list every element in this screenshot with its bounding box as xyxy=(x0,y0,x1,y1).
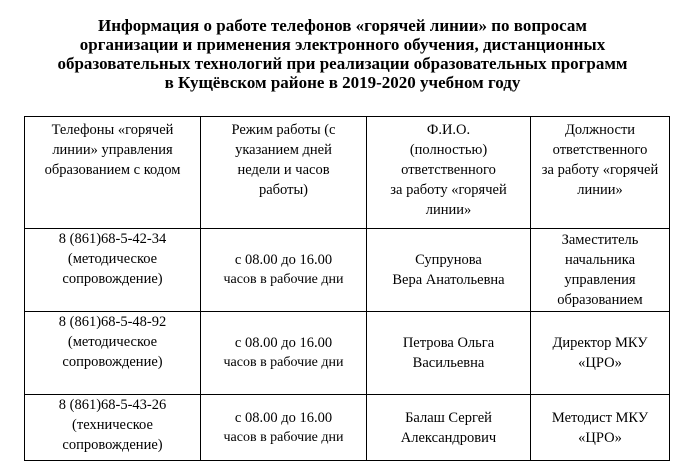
cell-schedule xyxy=(201,229,367,312)
phone-number: 8 (861)68-5-43-26 xyxy=(58,397,167,413)
position-text: Методист МКУ xyxy=(551,409,649,426)
title-line-1: Информация о работе телефонов «горячей линии» по вопросам xyxy=(98,16,587,35)
header-text: за работу «горячей xyxy=(541,162,659,178)
header-text: Режим работы (с xyxy=(231,122,336,138)
phone-number: 8 (861)68-5-48-92 xyxy=(58,314,167,330)
schedule-text: с 08.00 до 16.00 xyxy=(234,335,333,351)
header-text: (полностью) xyxy=(409,142,488,158)
hotline-table xyxy=(24,116,670,461)
cell-name xyxy=(367,395,531,461)
cell-name xyxy=(367,312,531,395)
schedule-text: часов в рабочие дни xyxy=(223,272,344,287)
header-text: образованием с кодом xyxy=(44,162,181,178)
cell-schedule xyxy=(201,395,367,461)
header-text: линии» xyxy=(425,202,472,218)
phone-purpose: сопровождение) xyxy=(62,271,163,287)
name-text: Петрова Ольга xyxy=(402,335,495,351)
position-text: «ЦРО» xyxy=(578,355,622,371)
cell-position xyxy=(531,395,670,461)
schedule-text: с 08.00 до 16.00 xyxy=(234,252,333,268)
position-text: управления xyxy=(564,272,636,288)
phone-purpose: (техническое xyxy=(72,417,153,433)
table-row xyxy=(25,395,670,461)
title-line-4: в Кущёвском районе в 2019-2020 учебном году xyxy=(164,73,521,92)
header-text: Должности xyxy=(564,122,636,138)
cell-phone xyxy=(25,312,201,395)
position-text: начальника xyxy=(564,252,636,268)
header-position xyxy=(531,117,670,229)
title-line-2: организации и применения электронного обучения, дистанционных xyxy=(79,35,606,54)
cell-schedule xyxy=(201,312,367,395)
table-header-row xyxy=(25,117,670,229)
schedule-text: с 08.00 до 16.00 xyxy=(234,409,333,426)
header-schedule xyxy=(201,117,367,229)
header-phone xyxy=(25,117,201,229)
cell-position xyxy=(531,229,670,312)
phone-purpose: (методическое xyxy=(67,334,158,350)
header-text: ответственного xyxy=(401,162,496,178)
phone-purpose: (методическое xyxy=(67,251,158,267)
position-text: образованием xyxy=(557,292,643,308)
cell-name xyxy=(367,229,531,312)
position-text: Заместитель xyxy=(561,232,639,248)
position-text: «ЦРО» xyxy=(578,429,622,446)
name-text: Васильевна xyxy=(412,355,485,371)
table-row xyxy=(25,312,670,395)
name-text: Александрович xyxy=(400,429,497,446)
schedule-text: часов в рабочие дни xyxy=(223,355,344,370)
header-text: указанием дней xyxy=(235,142,332,158)
document-title xyxy=(14,16,671,92)
cell-phone xyxy=(25,229,201,312)
header-text: за работу «горячей xyxy=(390,182,507,198)
name-text: Балаш Сергей xyxy=(405,409,492,426)
title-line-3: образовательных технологий при реализации образовательных программ xyxy=(57,54,628,73)
header-text: линии» xyxy=(577,182,623,198)
cell-phone xyxy=(25,395,201,461)
cell-position xyxy=(531,312,670,395)
phone-purpose: сопровождение) xyxy=(62,354,163,370)
position-text: Директор МКУ xyxy=(552,335,648,351)
schedule-text: часов в рабочие дни xyxy=(223,429,344,445)
phone-number: 8 (861)68-5-42-34 xyxy=(58,231,167,247)
header-text: Ф.И.О. xyxy=(426,122,471,138)
name-text: Супрунова xyxy=(415,252,482,268)
header-text: ответственного xyxy=(552,142,648,158)
table-row xyxy=(25,229,670,312)
header-text: работы) xyxy=(258,182,309,198)
header-text: Телефоны «горячей xyxy=(51,122,174,138)
header-name xyxy=(367,117,531,229)
header-text: недели и часов xyxy=(237,162,330,178)
header-text: линии» управления xyxy=(52,142,173,158)
name-text: Вера Анатольевна xyxy=(392,272,505,288)
phone-purpose: сопровождение) xyxy=(62,437,163,453)
